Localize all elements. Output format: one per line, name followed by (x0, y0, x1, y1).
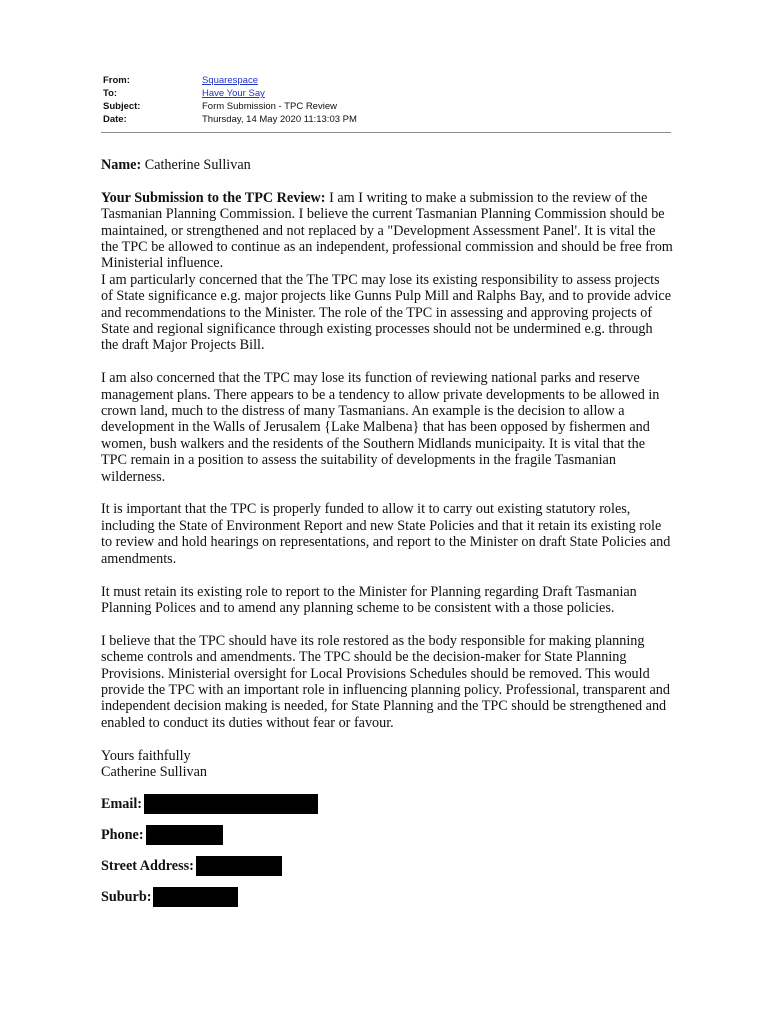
signoff: Yours faithfully (101, 747, 191, 764)
to-link[interactable]: Have Your Say (202, 88, 265, 99)
suburb-label: Suburb: (101, 889, 152, 906)
subject-value: Form Submission - TPC Review (202, 101, 337, 112)
phone-redaction (146, 825, 223, 845)
date-label: Date: (103, 114, 127, 125)
to-row (103, 87, 357, 100)
paragraph-2: I am particularly concerned that the The TPC may lose its existing responsibility to assess projects of State significance e.g. major projects like Gunns Pulp Mill and Ralphs Bay, and to provide advice and recommendations to the Minister. The role of the TPC in assessing and approving projects of State and regional significance through existing processes should not be undermined e.g. through the draft Major Projects Bill. (101, 271, 671, 354)
paragraph-1-text: I am I writing to make a submission to the review of the Tasmanian Planning Commission. I believe the current Tasmanian Planning Commission should be maintained, or strengthened and not replaced by a "Development Assessment Panel'. It is vital the the TPC be allowed to continue as an independent, professional commission and should be free from Ministerial influence. (101, 189, 673, 272)
street-address-redaction (196, 856, 282, 876)
email-label: Email: (101, 796, 142, 813)
signature: Catherine Sullivan (101, 763, 207, 780)
suburb-field (101, 887, 673, 907)
submission-body (101, 157, 673, 907)
street-address-field (101, 856, 673, 876)
email-redaction (144, 794, 318, 814)
name-line (101, 157, 673, 173)
contact-fields (101, 794, 673, 907)
subject-row (103, 100, 357, 113)
name-label: Name: (101, 157, 142, 173)
phone-label: Phone: (101, 827, 144, 844)
header-divider (101, 132, 671, 133)
paragraph-6: I believe that the TPC should have its role restored as the body responsible for making planning scheme controls and amendments. The TPC should be the decision-maker for State Planning Provisions. Ministerial oversight for Local Provisions Schedules should be removed. This would provide the TPC with an important role in influencing planning policy. Professional, transparent and independent decision making is needed, for State Planning and the TPC should be strengthened and enabled to conduct its duties without fear or favour. (101, 632, 670, 731)
email-field (101, 794, 673, 814)
subject-label: Subject: (103, 101, 141, 112)
to-label: To: (103, 88, 118, 99)
from-link[interactable]: Squarespace (202, 75, 258, 86)
suburb-redaction (153, 887, 238, 907)
paragraph-4: It is important that the TPC is properly funded to allow it to carry out existing statutory roles, including the State of Environment Report and new State Policies and that it retain its existing role to review and hold hearings on representations, and report to the Minister on draft State Policies and amendments. (101, 501, 671, 567)
paragraph-5: It must retain its existing role to report to the Minister for Planning regarding Draft Tasmanian Planning Polices and to amend any planning scheme to be consistent with a those policies. (101, 583, 637, 616)
email-header (103, 74, 357, 126)
paragraph-3: I am also concerned that the TPC may lose its function of reviewing national parks and reserve management plans. There appears to be a tendency to allow private developments to be allowed in crown land, much to the distress of many Tasmanians. An example is the decision to allow a development in the Walls of Jerusalem {Lake Malbena} that has been opposed by fishermen and women, bush walkers and the residents of the Southern Midlands municipaity. It is vital that the TPC remain in a position to assess the suitability of developments in the fragile Tasmanian wilderness. (101, 370, 660, 485)
submission-label: Your Submission to the TPC Review: (101, 189, 326, 206)
date-row (103, 113, 357, 126)
paragraph-1 (101, 190, 673, 272)
from-row (103, 74, 357, 87)
street-address-label: Street Address: (101, 858, 194, 875)
name-value: Catherine Sullivan (141, 157, 251, 173)
phone-field (101, 825, 673, 845)
date-value: Thursday, 14 May 2020 11:13:03 PM (202, 114, 357, 125)
from-label: From: (103, 75, 130, 86)
